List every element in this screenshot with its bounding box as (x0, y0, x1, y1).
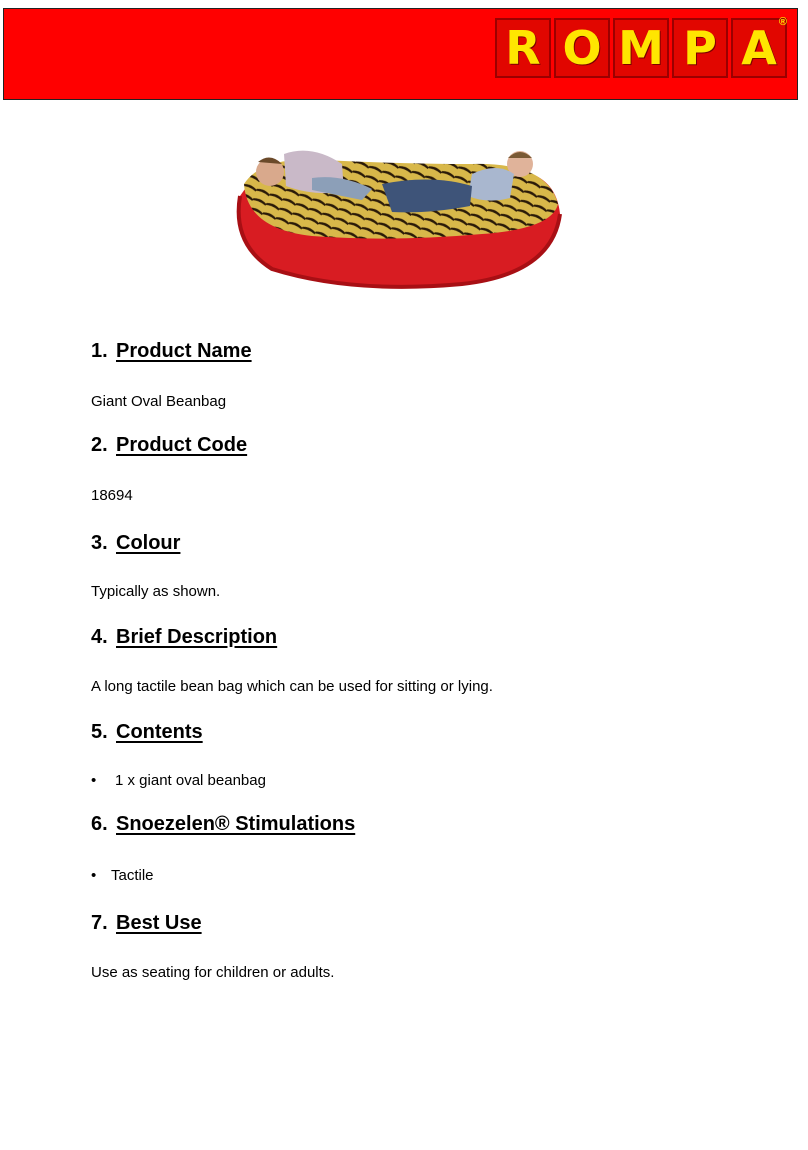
section-title: Brief Description (116, 626, 278, 648)
section-title: Product Name (116, 340, 252, 362)
section-body: Typically as shown. (91, 583, 221, 600)
section-number: 2. (91, 434, 108, 456)
section-heading (91, 717, 751, 747)
section-number: 1. (91, 340, 108, 362)
section-heading (91, 430, 751, 460)
section-contents (91, 717, 751, 789)
section-number: 3. (91, 532, 108, 554)
logo-letter: R (495, 18, 551, 78)
list-item-text: Tactile (111, 867, 154, 884)
section-body: 18694 (91, 487, 133, 504)
logo-letter: M (613, 18, 669, 78)
section-heading (91, 809, 751, 839)
section-product-name (91, 336, 751, 410)
list-item-text: 1 x giant oval beanbag (115, 772, 266, 789)
list-item (91, 867, 751, 884)
section-number: 4. (91, 626, 108, 648)
section-title: Colour (116, 532, 181, 554)
section-snoezelen-stimulations (91, 809, 751, 884)
section-number: 7. (91, 912, 108, 934)
logo-letter: O (554, 18, 610, 78)
section-title: Snoezelen® Stimulations (116, 813, 356, 835)
bullet-icon: • (91, 867, 97, 884)
section-title: Best Use (116, 912, 202, 934)
section-heading (91, 336, 751, 366)
section-brief-description (91, 622, 751, 695)
section-body: Use as seating for children or adults. (91, 964, 335, 981)
section-colour (91, 528, 751, 600)
bullet-icon: • (91, 772, 97, 789)
section-title: Product Code (116, 434, 248, 456)
spec-sheet (91, 336, 751, 981)
section-heading (91, 528, 751, 558)
rompa-logo (495, 18, 787, 78)
registered-mark: ® (778, 16, 787, 28)
section-number: 5. (91, 721, 108, 743)
section-heading (91, 908, 751, 938)
section-body: Giant Oval Beanbag (91, 393, 227, 410)
list-item (91, 772, 751, 789)
section-best-use (91, 908, 751, 981)
section-heading (91, 622, 751, 652)
section-body: A long tactile bean bag which can be used for sitting or lying. (91, 678, 493, 695)
section-title: Contents (116, 721, 203, 743)
section-product-code (91, 430, 751, 504)
section-number: 6. (91, 813, 108, 835)
logo-letter: P (672, 18, 728, 78)
header-banner (3, 8, 798, 100)
beanbag-photo (232, 134, 562, 294)
logo-letter: A (731, 18, 787, 78)
